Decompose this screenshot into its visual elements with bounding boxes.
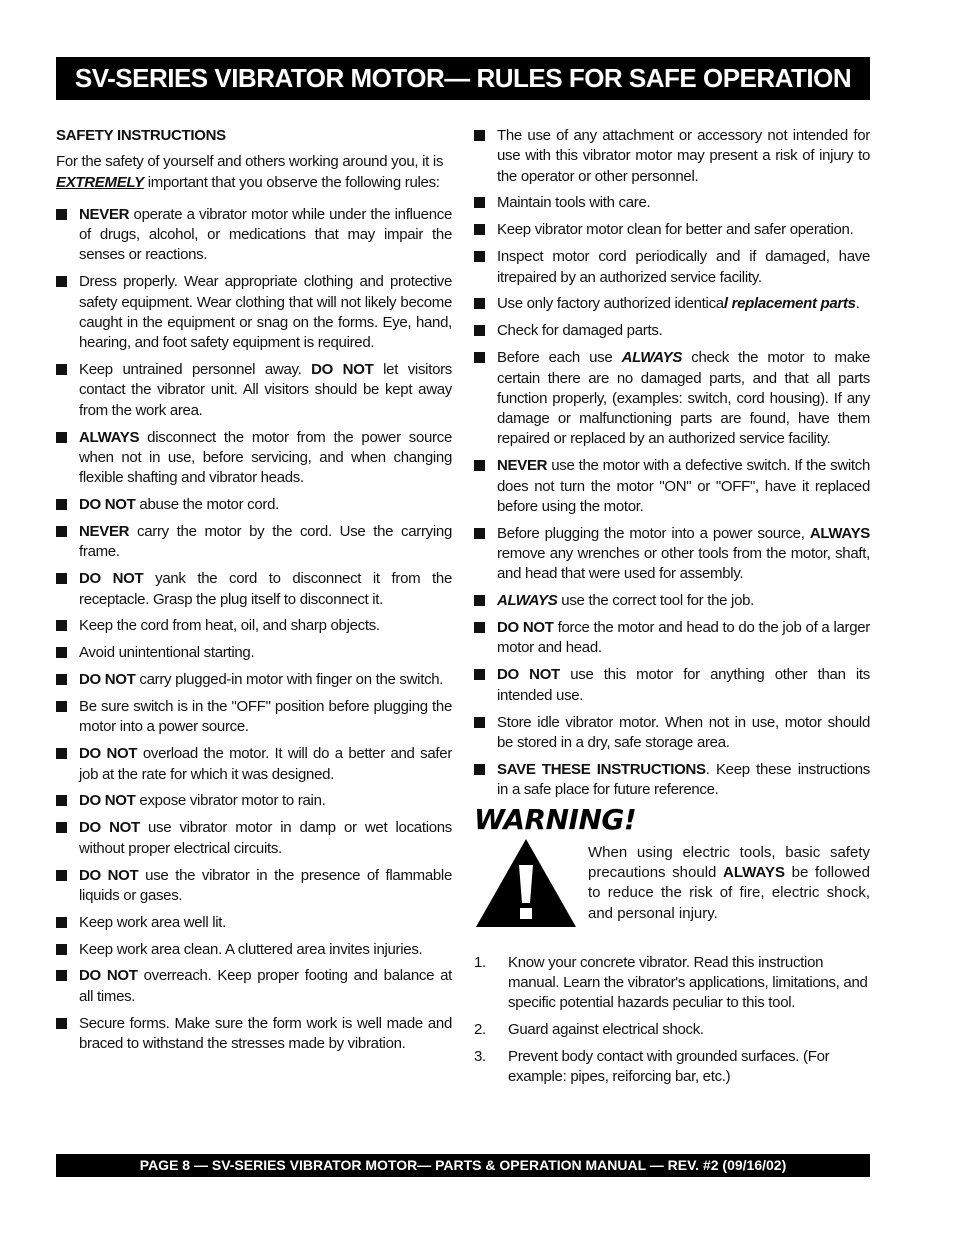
- square-bullet-icon: [56, 364, 67, 375]
- item-number: 2.: [474, 1021, 486, 1039]
- item-text: use the correct tool for the job.: [557, 592, 755, 610]
- list-item: [56, 522, 452, 563]
- warning-text-start: When using electric tools, basic safety precautions should: [588, 843, 870, 881]
- keyword: SAVE THESE INSTRUCTIONS: [497, 760, 706, 778]
- keyword: DO NOT: [497, 666, 560, 684]
- item-text: Dress properly. Wear appropriate clothing and protective safety equipment. Wear clothing that will not likely become caught in the equipment or snag on the forms. Eye, hand, hearing, and foot safety equipment is required.: [79, 273, 452, 352]
- item-text: Inspect motor cord periodically and if damaged, have itrepaired by an authorized service facility.: [497, 248, 870, 286]
- item-text: Know your concrete vibrator. Read this instruction manual. Learn the vibrator's applications, limitations, and specific potential hazards peculiar to this tool.: [508, 953, 868, 1012]
- list-item: [56, 818, 452, 859]
- square-bullet-icon: [474, 298, 485, 309]
- item-text: The use of any attachment or accessory not intended for use with this vibrator motor may present a risk of injury to the operator or other personnel.: [497, 127, 870, 185]
- list-item: [56, 360, 452, 421]
- square-bullet-icon: [56, 209, 67, 220]
- item-text: Maintain tools with care.: [497, 194, 651, 212]
- list-item: [56, 272, 452, 353]
- list-item: [474, 348, 870, 449]
- list-item: [56, 670, 452, 690]
- keyword: ALWAYS: [809, 524, 870, 542]
- list-item: [474, 294, 870, 314]
- item-text: use vibrator motor in damp or wet locations without proper electrical circuits.: [79, 819, 453, 857]
- square-bullet-icon: [474, 622, 485, 633]
- list-item: [56, 966, 452, 1007]
- item-number: 1.: [474, 953, 486, 971]
- list-item: [56, 866, 452, 907]
- item-text: Keep untrained personnel away.: [79, 361, 312, 379]
- keyword: DO NOT: [79, 570, 144, 588]
- item-text: disconnect the motor from the power source when not in use, before servicing, and when changing flexible shafting and vibrator heads.: [79, 428, 452, 487]
- item-text: Check for damaged parts.: [497, 322, 663, 340]
- item-text: let visitors contact the vibrator unit. All visitors should be kept away from the work area.: [79, 361, 453, 419]
- keyword: DO NOT: [79, 671, 136, 689]
- square-bullet-icon: [474, 352, 485, 363]
- keyword: NEVER: [497, 457, 548, 475]
- item-text: overreach. Keep proper footing and balance at all times.: [79, 967, 452, 1005]
- list-item: [56, 697, 452, 738]
- keyword: DO NOT: [311, 361, 374, 379]
- item-text: Keep work area well lit.: [79, 913, 227, 931]
- warning-text: [588, 843, 870, 924]
- warning-heading: WARNING!: [474, 803, 637, 837]
- square-bullet-icon: [474, 528, 485, 539]
- square-bullet-icon: [56, 526, 67, 537]
- item-text: abuse the motor cord.: [135, 496, 280, 514]
- warning-keyword: ALWAYS: [723, 863, 785, 881]
- item-text: carry the motor by the cord. Use the carrying frame.: [79, 523, 452, 561]
- numbered-item: [474, 1047, 870, 1088]
- list-item: [474, 193, 870, 213]
- square-bullet-icon: [474, 130, 485, 141]
- list-item: [56, 569, 452, 610]
- square-bullet-icon: [56, 917, 67, 928]
- list-item: [56, 744, 452, 785]
- section-heading: SAFETY INSTRUCTIONS: [56, 127, 226, 144]
- list-item: [56, 205, 452, 266]
- square-bullet-icon: [56, 701, 67, 712]
- list-item: [56, 616, 452, 636]
- list-item: [56, 940, 452, 960]
- list-item: [474, 220, 870, 240]
- keyword-italic: ALWAYS: [621, 349, 683, 367]
- square-bullet-icon: [56, 647, 67, 658]
- square-bullet-icon: [474, 764, 485, 775]
- item-text: yank the cord to disconnect it from the receptacle. Grasp the plug itself to disconnect it.: [79, 570, 452, 608]
- right-column: [474, 126, 870, 1094]
- warning-text-end: be followed to reduce the risk of fire, electric shock, and personal injury.: [588, 863, 870, 922]
- numbered-item: [474, 953, 870, 1014]
- keyword: DO NOT: [79, 819, 140, 837]
- keyword: DO NOT: [497, 619, 554, 637]
- square-bullet-icon: [474, 669, 485, 680]
- list-item: [474, 713, 870, 754]
- square-bullet-icon: [56, 748, 67, 759]
- square-bullet-icon: [56, 276, 67, 287]
- left-column: [56, 126, 452, 1061]
- item-text: Before plugging the motor into a power source,: [497, 524, 810, 542]
- square-bullet-icon: [474, 460, 485, 471]
- list-item: [474, 247, 870, 288]
- list-item: [474, 321, 870, 341]
- item-text: check the motor to make certain there are no damaged parts, and that all parts function properly, (examples: switch, cord housing). If any damage or malfunctioning parts are found, have them repaired or replaced by an authorized service facility.: [497, 349, 870, 448]
- square-bullet-icon: [56, 432, 67, 443]
- item-text: Use only factory authorized identica: [497, 295, 724, 313]
- square-bullet-icon: [56, 674, 67, 685]
- page-title: SV-SERIES VIBRATOR MOTOR— RULES FOR SAFE OPERATION: [56, 57, 870, 100]
- numbered-item: [474, 1020, 870, 1040]
- intro-text: For the safety of yourself and others working around you, it is: [56, 153, 444, 171]
- square-bullet-icon: [474, 717, 485, 728]
- square-bullet-icon: [56, 970, 67, 981]
- keyword: DO NOT: [79, 496, 136, 514]
- item-text: remove any wrenches or other tools from the motor, shaft, and head that were used for assembly.: [497, 545, 870, 583]
- square-bullet-icon: [474, 224, 485, 235]
- item-text: Keep vibrator motor clean for better and safer operation.: [497, 221, 854, 239]
- item-text: expose vibrator motor to rain.: [135, 792, 326, 810]
- square-bullet-icon: [56, 870, 67, 881]
- square-bullet-icon: [56, 499, 67, 510]
- item-text: . Keep these instructions in a safe place for future reference.: [497, 760, 870, 799]
- square-bullet-icon: [474, 197, 485, 208]
- square-bullet-icon: [56, 1018, 67, 1029]
- square-bullet-icon: [474, 251, 485, 262]
- list-item: [56, 791, 452, 811]
- item-text: Guard against electrical shock.: [508, 1021, 704, 1039]
- item-text: .: [855, 295, 860, 313]
- list-item: [474, 456, 870, 517]
- item-text: carry plugged-in motor with finger on the switch.: [135, 671, 444, 689]
- page-footer: PAGE 8 — SV-SERIES VIBRATOR MOTOR— PARTS & OPERATION MANUAL — REV. #2 (09/16/02): [56, 1154, 870, 1177]
- warning-block: [474, 837, 870, 933]
- item-text: Secure forms. Make sure the form work is well made and braced to withstand the stresses made by vibration.: [79, 1014, 452, 1052]
- safety-rules-list: [56, 205, 452, 1054]
- list-item: [474, 665, 870, 706]
- safety-rules-list-continued: [474, 126, 870, 800]
- item-text: Before each use: [497, 349, 622, 367]
- keyword: NEVER: [79, 205, 130, 223]
- keyword: NEVER: [79, 523, 130, 541]
- keyword-italic: ALWAYS: [497, 592, 558, 610]
- list-item: [56, 495, 452, 515]
- list-item: [474, 126, 870, 187]
- item-text: force the motor and head to do the job of a larger motor and head.: [497, 619, 870, 657]
- square-bullet-icon: [56, 822, 67, 833]
- intro-emphasis: EXTREMELY: [56, 173, 144, 191]
- item-text: use the motor with a defective switch. If the switch does not turn the motor "ON" or "OFF", have it replaced before using the motor.: [497, 457, 870, 515]
- keyword: DO NOT: [79, 866, 139, 884]
- list-item: [56, 913, 452, 933]
- intro-paragraph: [56, 152, 452, 193]
- list-item: [474, 524, 870, 585]
- item-text: Store idle vibrator motor. When not in use, motor should be stored in a dry, safe storage area.: [497, 713, 870, 751]
- keyword: DO NOT: [79, 745, 138, 763]
- square-bullet-icon: [474, 595, 485, 606]
- item-text: Keep work area clean. A cluttered area invites injuries.: [79, 940, 423, 958]
- item-text: Prevent body contact with grounded surfaces. (For example: pipes, reiforcing bar, etc.): [508, 1048, 830, 1086]
- item-text: overload the motor. It will do a better and safer job at the rate for which it was designed.: [79, 745, 453, 783]
- list-item: [56, 428, 452, 489]
- item-text: Keep the cord from heat, oil, and sharp objects.: [79, 617, 380, 635]
- item-text: Be sure switch is in the "OFF" position before plugging the motor into a power source.: [79, 698, 452, 736]
- numbered-list: [474, 953, 870, 1088]
- item-number: 3.: [474, 1048, 486, 1065]
- keyword-italic: l replacement parts: [723, 295, 856, 313]
- square-bullet-icon: [56, 620, 67, 631]
- square-bullet-icon: [56, 795, 67, 806]
- list-item: [474, 618, 870, 659]
- intro-text-end: important that you observe the following rules:: [143, 173, 440, 191]
- square-bullet-icon: [56, 573, 67, 584]
- item-text: use this motor for anything other than its intended use.: [497, 666, 870, 704]
- square-bullet-icon: [56, 944, 67, 955]
- list-item: [56, 643, 452, 663]
- list-item: [56, 1014, 452, 1055]
- square-bullet-icon: [474, 325, 485, 336]
- keyword: DO NOT: [79, 967, 138, 985]
- item-text: operate a vibrator motor while under the influence of drugs, alcohol, or medications that may impair the senses or reactions.: [79, 205, 452, 264]
- warning-triangle-icon: [474, 837, 578, 929]
- item-text: Avoid unintentional starting.: [79, 644, 255, 662]
- keyword: ALWAYS: [79, 428, 140, 446]
- item-text: use the vibrator in the presence of flammable liquids or gases.: [79, 866, 453, 904]
- list-item: [474, 591, 870, 611]
- keyword: DO NOT: [79, 792, 136, 810]
- list-item: [474, 760, 870, 801]
